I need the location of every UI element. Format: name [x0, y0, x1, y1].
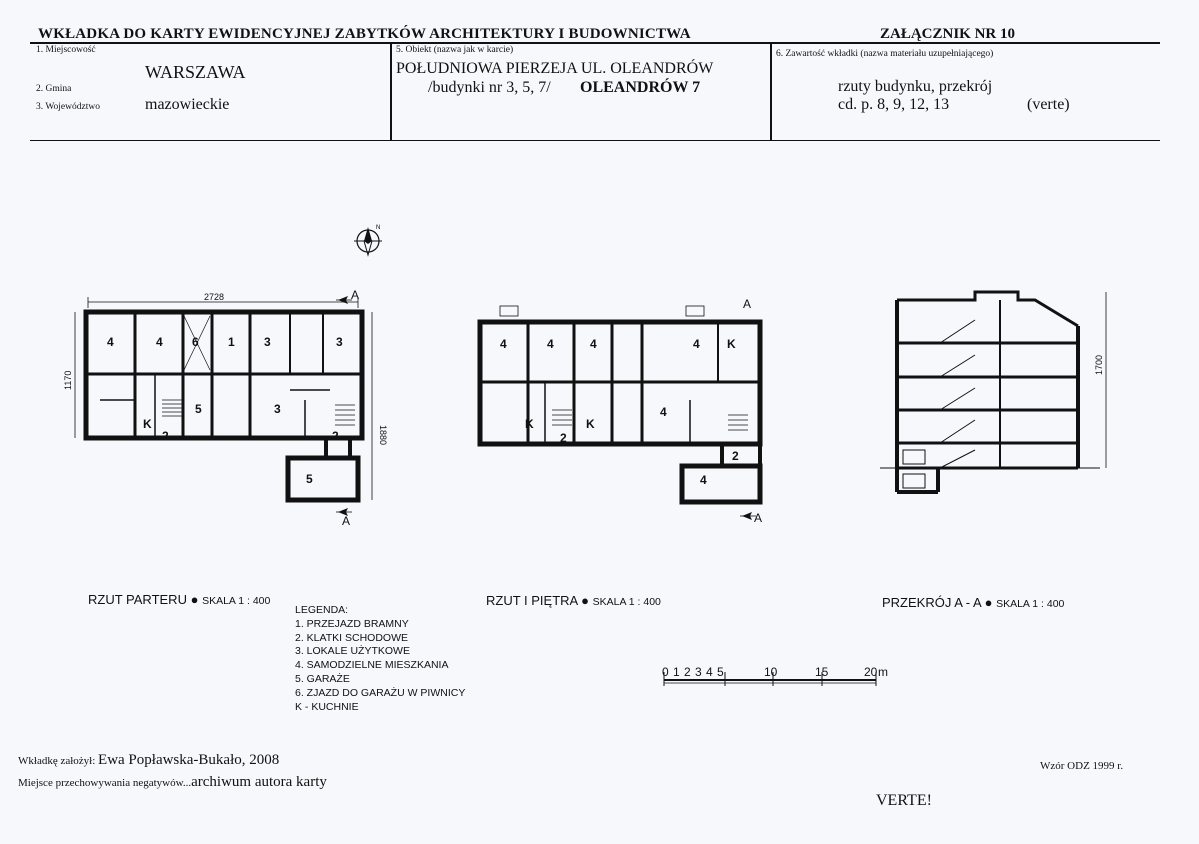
caption-ground-floor-scale: SKALA 1 : 400 [202, 595, 271, 607]
form-title: WKŁADKA DO KARTY EWIDENCYJNEJ ZABYTKÓW ARCHITEKTURY I BUDOWNICTWA [38, 26, 691, 42]
storage-line [18, 774, 327, 791]
room-label: 4 [590, 337, 597, 351]
section-dimensions [1094, 355, 1104, 375]
field1-value: WARSZAWA [145, 62, 246, 82]
field3-value: mazowieckie [145, 96, 230, 113]
ground-floor-room-labels [107, 335, 343, 486]
room-label: 4 [547, 337, 554, 351]
dim-top-2728: 2728 [204, 292, 225, 302]
storage-value: archiwum autora karty [191, 774, 327, 790]
section-mark-top: A [743, 297, 752, 311]
north-arrow-icon [354, 225, 382, 255]
field6-line1: rzuty budynku, przekrój [838, 78, 993, 95]
room-label: 6 [192, 335, 199, 349]
legend [295, 604, 465, 714]
section-mark-top: A [351, 288, 360, 302]
svg-text:N: N [376, 225, 381, 231]
section-drawing [880, 292, 1106, 492]
field2-label: 2. Gmina [36, 84, 72, 94]
room-label: 3 [336, 335, 343, 349]
caption-ground-floor [88, 592, 270, 607]
scale-tick-label: 2 [684, 665, 691, 679]
field5-address: OLEANDRÓW 7 [580, 79, 701, 96]
ground-floor-plan [75, 296, 372, 516]
scale-tick-label: 20 [864, 665, 878, 679]
field1-label: 1. Miejscowość [36, 45, 96, 55]
scale-tick-label: 1 [673, 665, 680, 679]
author-label: Wkładkę założył: [18, 755, 96, 767]
room-label: 5 [195, 402, 202, 416]
field5-label: 5. Obiekt (nazwa jak w karcie) [396, 45, 514, 55]
room-label: K [143, 417, 152, 431]
scale-tick-label: 15 [815, 665, 829, 679]
room-label: 4 [500, 337, 507, 351]
field6-label: 6. Zawartość wkładki (nazwa materiału uzupełniającego) [776, 49, 994, 59]
scale-unit: m [878, 665, 888, 679]
form-reference: Wzór ODZ 1999 r. [1040, 760, 1124, 772]
caption-first-floor-scale: SKALA 1 : 400 [592, 596, 661, 608]
scale-tick-label: 3 [695, 665, 702, 679]
field5-line2: /budynki nr 3, 5, 7/ [428, 79, 551, 96]
room-label: 2 [162, 429, 169, 443]
bullet-icon: ● [190, 592, 203, 607]
field5-line1: POŁUDNIOWA PIERZEJA UL. OLEANDRÓW [396, 60, 714, 77]
scale-tick-label: 5 [717, 665, 724, 679]
room-label: 4 [693, 337, 700, 351]
section-mark-bottom: A [342, 514, 351, 528]
room-label: 4 [156, 335, 163, 349]
caption-first-floor-title: RZUT I PIĘTRA [486, 593, 578, 608]
bullet-icon: ● [984, 595, 997, 610]
legend-item: 6. ZJAZD DO GARAŻU W PIWNICY [295, 686, 466, 699]
room-label: 2 [560, 431, 567, 445]
legend-title: LEGENDA: [295, 604, 349, 616]
scale-bar-labels [662, 665, 888, 679]
storage-label: Miejsce przechowywania negatywów... [18, 777, 192, 789]
scale-tick-label: 4 [706, 665, 713, 679]
caption-first-floor [486, 593, 661, 608]
dim-right-1700: 1700 [1094, 354, 1104, 375]
room-label: 4 [107, 335, 114, 349]
legend-item: 2. KLATKI SCHODOWE [295, 631, 408, 644]
first-floor-plan [480, 306, 760, 520]
dim-left-1170: 1170 [63, 370, 73, 390]
ground-floor-dimensions [63, 288, 388, 528]
field6-line2: cd. p. 8, 9, 12, 13 [838, 96, 950, 113]
caption-section [882, 595, 1064, 610]
room-label: 4 [700, 473, 707, 487]
room-label: K [727, 337, 736, 351]
caption-section-scale: SKALA 1 : 400 [996, 598, 1065, 610]
scale-tick-label: 10 [764, 665, 778, 679]
room-label: 1 [228, 335, 235, 349]
room-label: 2 [332, 429, 339, 443]
room-label: K [525, 417, 534, 431]
section-mark-bottom: A [754, 511, 763, 525]
legend-item: 3. LOKALE UŻYTKOWE [295, 645, 410, 658]
author-value: Ewa Popławska-Bukało, 2008 [98, 752, 280, 768]
legend-item: 4. SAMODZIELNE MIESZKANIA [295, 659, 449, 672]
legend-item: 5. GARAŻE [295, 672, 350, 685]
verte-note: VERTE! [876, 792, 932, 809]
room-label: K [586, 417, 595, 431]
bullet-icon: ● [581, 593, 593, 608]
legend-item: 1. PRZEJAZD BRAMNY [295, 617, 409, 630]
field6-verte: (verte) [1027, 96, 1070, 113]
room-label: 3 [274, 402, 281, 416]
caption-ground-floor-title: RZUT PARTERU [88, 592, 187, 607]
scale-tick-label: 0 [662, 665, 669, 679]
author-line [18, 752, 279, 769]
caption-section-title: PRZEKRÓJ A - A [882, 595, 981, 610]
room-label: 3 [264, 335, 271, 349]
legend-item: K - KUCHNIE [295, 700, 359, 713]
room-label: 5 [306, 472, 313, 486]
field3-label: 3. Województwo [36, 102, 100, 112]
dim-right-1880: 1880 [378, 425, 388, 446]
room-label: 2 [732, 449, 739, 463]
annex-number: ZAŁĄCZNIK NR 10 [880, 26, 1016, 42]
room-label: 4 [660, 405, 667, 419]
